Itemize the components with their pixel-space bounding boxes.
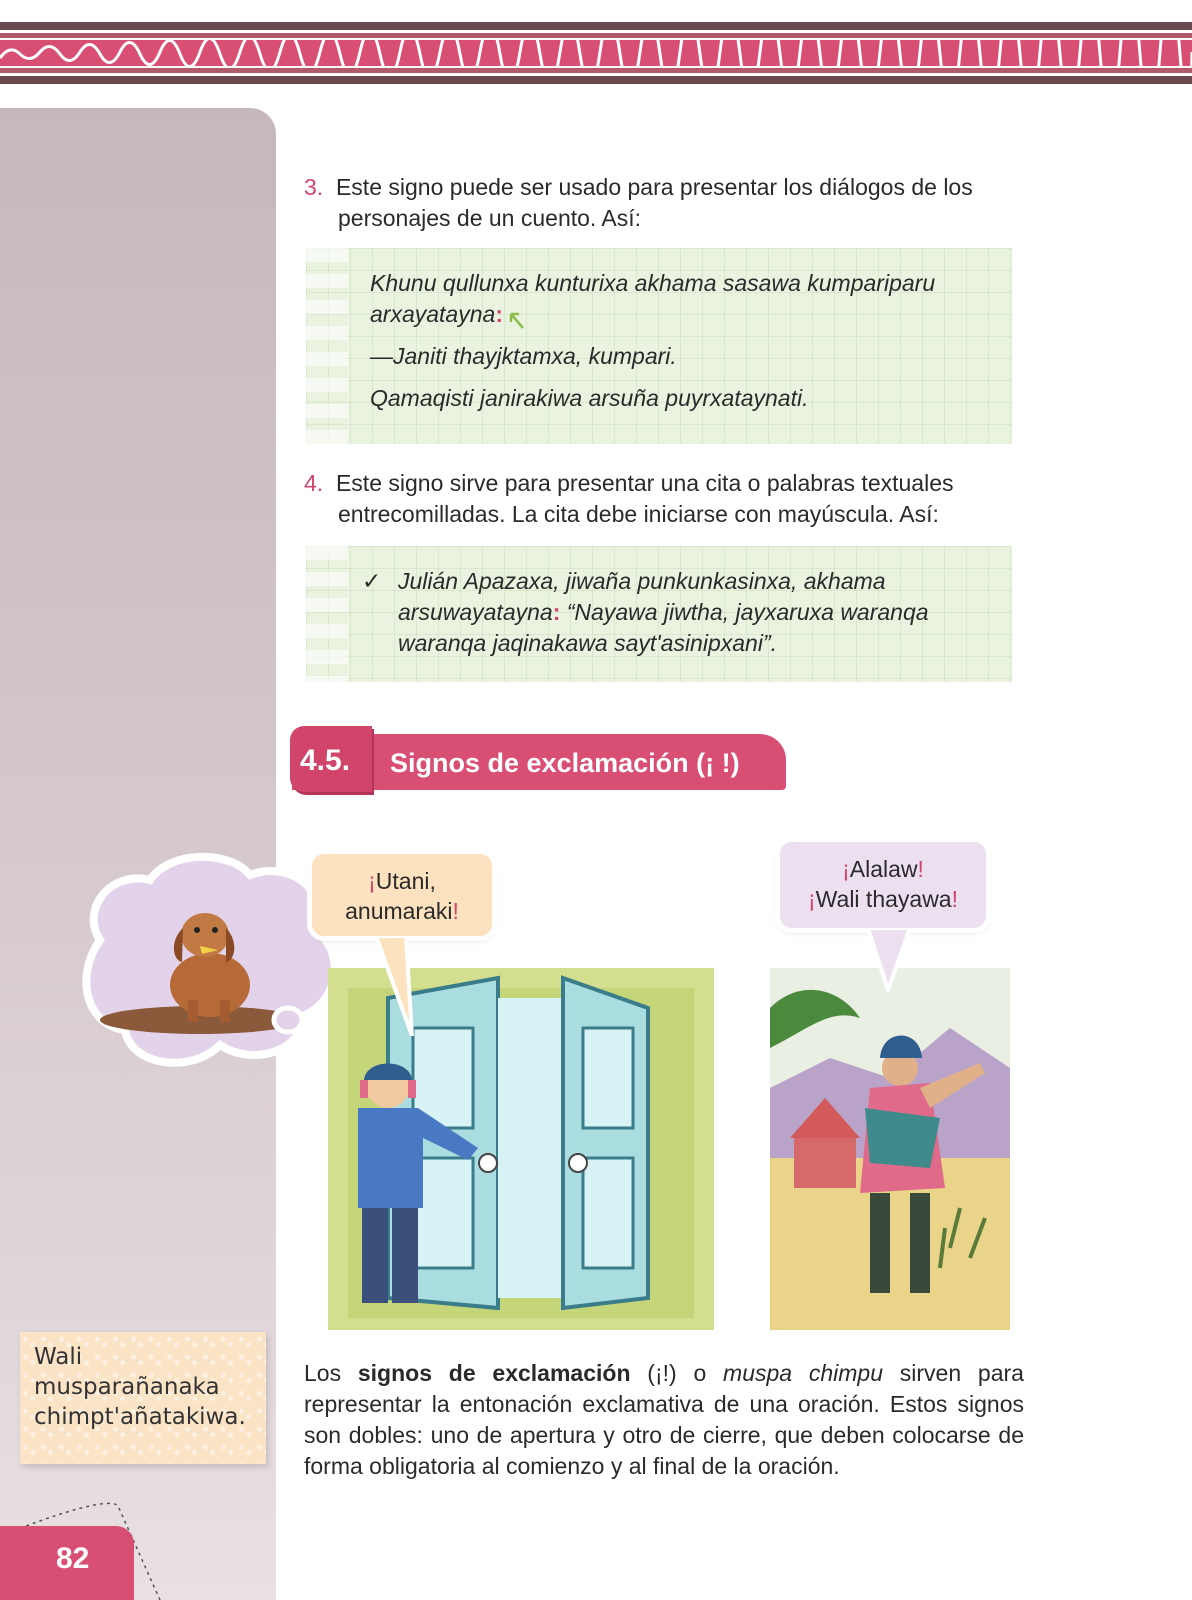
example-box-edge bbox=[306, 546, 348, 682]
arrow-icon bbox=[509, 312, 525, 330]
bubble-left-close: ! bbox=[452, 898, 459, 924]
sidebar-note bbox=[20, 1332, 266, 1464]
example2-colon: : bbox=[552, 599, 561, 625]
bubble-right-close1: ! bbox=[917, 856, 924, 882]
para-italic: muspa chimpu bbox=[723, 1360, 883, 1386]
speech-bubble-right bbox=[780, 842, 986, 928]
bubble-right-line1: Alalaw bbox=[849, 856, 918, 882]
bubble-right-close2: ! bbox=[951, 886, 958, 912]
item-3-number: 3. bbox=[304, 174, 324, 200]
example2-line2 bbox=[398, 597, 929, 628]
example1-line4: Qamaqisti janirakiwa arsuña puyrxataynati. bbox=[370, 385, 809, 411]
item-4-line1: Este signo sirve para presentar una cita o palabras textuales bbox=[335, 470, 954, 496]
item-3-line2: personajes de un cuento. Así: bbox=[338, 205, 642, 231]
item-4-number: 4. bbox=[304, 470, 324, 496]
example2-line1: Julián Apazaxa, jiwaña punkunkasinxa, akhama bbox=[398, 568, 886, 594]
exclamation-paragraph bbox=[304, 1358, 1024, 1482]
section-number: 4.5. bbox=[300, 744, 351, 777]
wind-woman-illustration bbox=[770, 968, 1010, 1330]
speech-bubble-left-tail bbox=[372, 936, 422, 1036]
para-text-1: Los bbox=[304, 1360, 358, 1386]
note-line3: chimpt'añatakiwa. bbox=[34, 1404, 246, 1430]
bubble-right-open2: ¡ bbox=[808, 886, 816, 912]
example2-line2-after: “Nayawa jiwtha, jayxaruxa waranqa bbox=[560, 599, 929, 625]
para-text-3: sirven para representar la entonación exclamativa de una oración. Estos signos son dobles: uno de apertura y otro de cierre, que deben colocarse de forma obligatoria al comienzo y al final de la oración. bbox=[304, 1360, 1024, 1479]
example1-line2-text: arxayatayna bbox=[370, 301, 496, 327]
speech-bubble-left bbox=[312, 854, 492, 936]
example1-colon: : bbox=[495, 301, 503, 327]
para-bold: signos de exclamación bbox=[357, 1360, 631, 1386]
item-4 bbox=[304, 468, 1024, 530]
example-box-edge bbox=[306, 248, 348, 444]
note-line2: musparañanaka bbox=[34, 1374, 220, 1400]
page-number: 82 bbox=[56, 1542, 90, 1575]
item-3-line1: Este signo puede ser usado para presentar los diálogos de los bbox=[335, 174, 973, 200]
note-line1: Wali bbox=[34, 1344, 83, 1370]
example1-line2 bbox=[370, 299, 525, 330]
example2-line3: waranqa jaqinakawa sayt'asinipxani”. bbox=[398, 630, 777, 656]
item-4-line2: entrecomilladas. La cita debe iniciarse con mayúscula. Así: bbox=[338, 501, 939, 527]
band-wave-pattern bbox=[0, 40, 1192, 66]
item-3 bbox=[304, 172, 1024, 234]
bubble-right-line2: Wali thayawa bbox=[815, 886, 952, 912]
check-icon: ✓ bbox=[362, 568, 382, 594]
section-title: Signos de exclamación (¡ !) bbox=[390, 748, 740, 778]
bubble-left-line1: Utani, bbox=[375, 868, 436, 894]
bubble-left-open: ¡ bbox=[368, 868, 376, 894]
speech-bubble-right-tail bbox=[866, 928, 916, 992]
para-text-2: (¡!) o bbox=[630, 1360, 724, 1386]
example2-line2-before: arsuwayatayna bbox=[398, 599, 553, 625]
example1-line3: —Janiti thayjktamxa, kumpari. bbox=[370, 343, 677, 369]
example1-line1: Khunu qullunxa kunturixa akhama sasawa kumpariparu bbox=[370, 270, 936, 296]
bubble-left-line2: anumaraki bbox=[345, 898, 453, 924]
bubble-right-open1: ¡ bbox=[842, 856, 850, 882]
